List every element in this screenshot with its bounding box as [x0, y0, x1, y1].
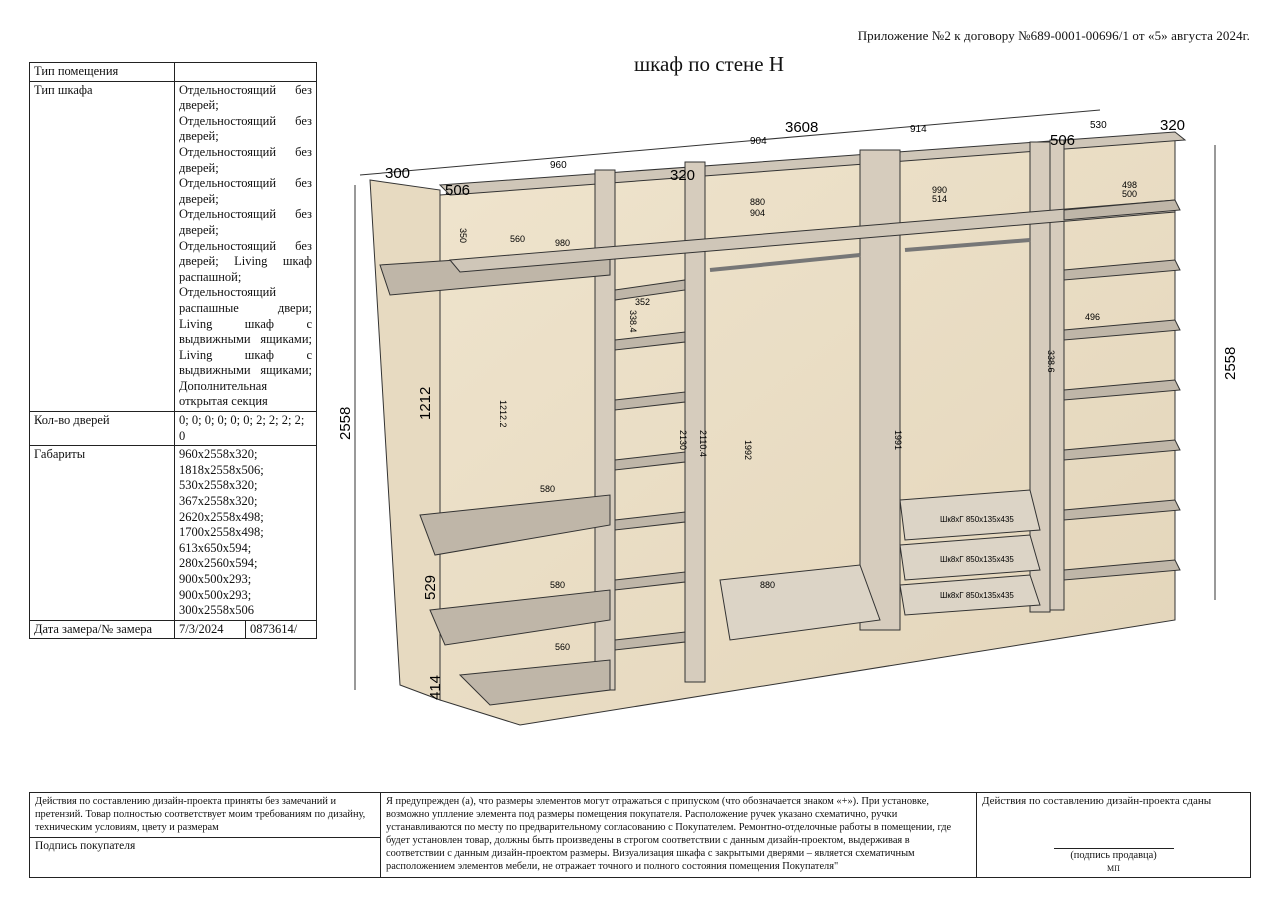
doors-value: 0; 0; 0; 0; 0; 0; 2; 2; 2; 2; 0	[175, 412, 317, 446]
dimension-item: 960x2558x320;	[179, 447, 258, 462]
dimension-item: 280x2560x594;	[179, 556, 258, 571]
inner-dim: 498	[1122, 180, 1138, 190]
dimension-item: 367x2558x320;	[179, 494, 258, 509]
dimension-item: 300x2558x506	[179, 603, 254, 618]
footer-left-cell	[30, 793, 381, 878]
inner-dim: 350	[458, 228, 468, 244]
divider	[860, 150, 900, 630]
dim-label: 320	[1160, 117, 1186, 134]
footer-table	[29, 792, 1251, 878]
warning-text: Я предупрежден (а), что размеры элементов могут отражаться с припуском (что обозначается знаком «+»). При установке, возможно уплление элемента под размеры помещения покупателя. Расположение ручек указано схематично, ручки устанавливаются по месту по предварительному согласованию с Покупателем. Ремонтно-отделочные работы в помещении, где будет установлен товар, должны быть произведены в строгом соответствии с данным дизайн-проектом, выдерживая в соответствии с данным дизайн-проектом размеры. Визуализация шкафа с закрытыми дверями – является схематичным расположением элементов мебели, не отражает точного и полного состояния помещения Покупателя"	[381, 793, 977, 878]
inner-dim: 338.6	[1046, 350, 1056, 373]
inner-dim: 1212.2	[498, 400, 508, 428]
cabinet-type-value: Отдельностоящий без дверей; Отдельностоящий без дверей; Отдельностоящий без дверей; Отдельностоящий без дверей; Отдельностоящий без дверей; Отдельностоящий без дверей; Living шкаф распашной; Отдельностоящий распашные двери; Living шкаф с выдвижными ящиками; Living шкаф с выдвижными ящиками; Дополнительная открытая секция	[175, 81, 317, 411]
inner-dim: 338.4	[628, 310, 638, 333]
dimension-item: 2620x2558x498;	[179, 509, 264, 524]
page-title: шкаф по стене Н	[634, 52, 785, 76]
spec-row-doors	[30, 412, 317, 446]
inner-dim: 580	[540, 484, 556, 494]
dimensions-label: Габариты	[30, 446, 175, 621]
dim-label: 1212	[417, 386, 434, 420]
dim-total-width: 3608	[785, 119, 819, 136]
seal-label: МП	[1107, 864, 1120, 873]
buyer-signature-label: Подпись покупателя	[30, 837, 380, 853]
dim-label: 529	[422, 574, 439, 600]
inner-dim: 2130	[678, 430, 688, 451]
dim-label: 960	[550, 160, 567, 171]
dim-label: 300	[385, 165, 411, 182]
inner-dim: 352	[635, 297, 651, 307]
spec-table	[29, 62, 317, 639]
measure-number: 0873614/	[246, 620, 317, 639]
dim-label: 320	[670, 167, 696, 184]
dimension-item: 1818x2558x506;	[179, 462, 264, 477]
spec-row-measure	[30, 620, 317, 639]
dim-height-left: 2558	[337, 406, 354, 440]
dimension-item: 900x500x293;	[179, 572, 252, 586]
dimension-item: 530x2558x320;	[179, 478, 258, 493]
room-type-value	[175, 63, 317, 82]
dimensions-value	[175, 446, 317, 621]
inner-dim: 580	[550, 580, 566, 590]
back-panel	[440, 140, 1175, 725]
inner-dim: 1991	[893, 430, 903, 451]
measure-date: 7/3/2024	[175, 620, 246, 639]
dimension-item: 900x500x293;	[179, 587, 252, 602]
appendix-header: Приложение №2 к договору №689-0001-00696/1 от «5» августа 2024г.	[857, 28, 1250, 43]
inner-dim: 2110.4	[698, 430, 708, 457]
spec-row-cabinet-type	[30, 81, 317, 411]
drawer-label: Шк8хГ 850х135х435	[940, 515, 1014, 524]
dim-height-right: 2558	[1222, 346, 1239, 380]
buyer-statement: Действия по составлению дизайн-проекта приняты без замечаний и претензий. Товар полностью соответствует моим требованиям по дизайну, техническим условиям, цвету и размерам	[35, 796, 366, 833]
inner-dim: 980	[555, 238, 571, 248]
dim-label: 414	[427, 674, 444, 700]
dimension-item: 613x650x594;	[179, 540, 252, 555]
inner-dim: 500	[1122, 189, 1138, 199]
drawer-label: Шк8хГ 850х135х435	[940, 555, 1014, 564]
spec-row-dimensions	[30, 446, 317, 621]
dim-label: 530	[1090, 120, 1107, 131]
footer-right-cell	[977, 793, 1251, 878]
left-side-panel	[370, 180, 440, 700]
spec-row-room-type	[30, 63, 317, 82]
dim-label: 506	[1050, 132, 1076, 149]
inner-dim: 880	[750, 197, 766, 207]
cabinet-type-label: Тип шкафа	[30, 81, 175, 411]
room-type-label: Тип помещения	[30, 63, 175, 82]
dim-label: 904	[750, 136, 767, 147]
seller-signature-label: (подпись продавца)	[1070, 850, 1157, 861]
inner-dim: 560	[555, 642, 571, 652]
inner-dim: 1992	[743, 440, 753, 461]
seller-statement: Действия по составлению дизайн-проекта сданы	[982, 795, 1212, 807]
cabinet-drawing	[337, 100, 1260, 730]
measure-label: Дата замера/№ замера	[30, 620, 175, 639]
inner-dim: 496	[1085, 312, 1101, 322]
inner-dim: 880	[760, 580, 776, 590]
inner-dim: 904	[750, 208, 766, 218]
drawer-label: Шк8хГ 850х135х435	[940, 591, 1014, 600]
inner-dim: 990	[932, 185, 948, 195]
inner-dim: 560	[510, 234, 526, 244]
doors-label: Кол-во дверей	[30, 412, 175, 446]
dimension-item: 1700x2558x498;	[179, 525, 264, 540]
dim-label: 506	[445, 182, 471, 199]
dim-label: 914	[910, 124, 927, 135]
inner-dim: 514	[932, 194, 948, 204]
